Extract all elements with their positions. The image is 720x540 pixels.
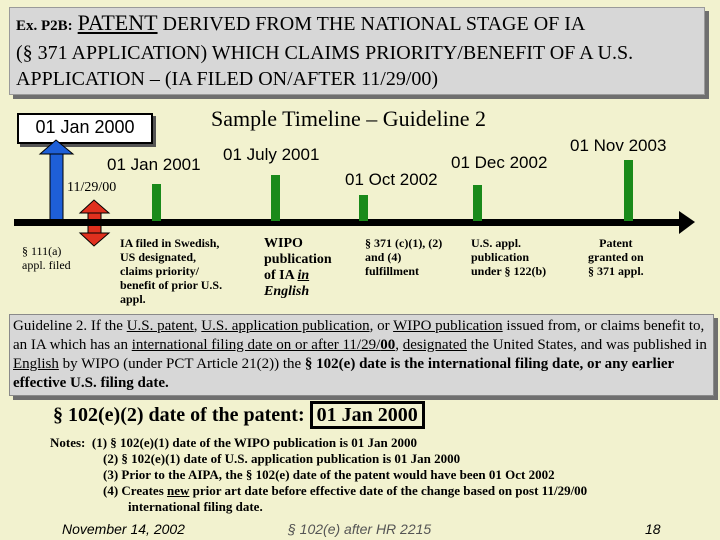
guideline-us-patent: U.S. patent xyxy=(126,318,194,334)
date-label-dec-2002: 01 Dec 2002 xyxy=(451,153,548,172)
guideline-box xyxy=(9,314,714,396)
marker-jan-2001 xyxy=(152,184,161,221)
note-4-cont: international filing date. xyxy=(128,499,263,514)
guideline-intl-00: 00 xyxy=(380,337,396,353)
date-label-july-2001: 01 July 2001 xyxy=(223,145,320,164)
date-label-11-29-00: 11/29/00 xyxy=(67,180,117,195)
wipo-of-ia: of IA xyxy=(264,268,294,283)
guideline-text xyxy=(13,317,711,393)
wipo-line-2: publication xyxy=(264,252,332,267)
guideline-comma-2: , or xyxy=(369,318,394,334)
title-patent-word: PATENT xyxy=(77,10,158,35)
patent-date-value: 01 Jan 2000 xyxy=(310,401,425,429)
marker-july-2001 xyxy=(271,175,280,221)
guideline-bold-part: § 102(e) date is the international filing date, or any earlier effective U.S. filing date. xyxy=(13,356,674,391)
title-line-1-rest: DERIVED FROM THE NATIONAL STAGE OF IA xyxy=(157,13,586,35)
date-label-oct-2002: 01 Oct 2002 xyxy=(345,170,438,189)
timeline-heading: Sample Timeline – Guideline 2 xyxy=(211,106,486,131)
guideline-part-1: Guideline 2. If the xyxy=(13,318,127,334)
guideline-english: English xyxy=(13,356,59,372)
event-wipo-publication xyxy=(264,236,332,300)
title-line-2: (§ 371 APPLICATION) WHICH CLAIMS PRIORITY/BENEFIT OF A U.S. xyxy=(16,42,634,64)
guideline-us-app-pub: U.S. application publication xyxy=(201,318,370,334)
note-2: (2) § 102(e)(1) date of U.S. application publication is 01 Jan 2000 xyxy=(103,451,461,466)
note-1 xyxy=(50,435,587,451)
guideline-comma-1: , xyxy=(193,318,202,334)
start-date-label: 01 Jan 2000 xyxy=(35,117,135,137)
patent-date-label: § 102(e)(2) date of the patent: xyxy=(53,404,310,426)
event-111a-filed: § 111(a) appl. filed xyxy=(22,244,71,272)
guideline-part-3: the United States, and was published in xyxy=(466,337,707,353)
guideline-part-4: by WIPO (under PCT Article 21(2)) the xyxy=(58,356,305,372)
note-1-text: (1) § 102(e)(1) date of the WIPO publication is 01 Jan 2000 xyxy=(91,435,418,450)
note-4 xyxy=(50,483,587,499)
wipo-line-3 xyxy=(264,268,332,284)
wipo-line-1: WIPO xyxy=(264,236,303,251)
start-arrow xyxy=(40,140,73,224)
event-ia-filed: IA filed in Swedish, US designated, claims priority/ benefit of prior U.S. appl. xyxy=(120,236,223,306)
note-4b: prior art date before effective date of the change based on post 11/29/00 xyxy=(189,483,588,498)
guideline-wipo-pub: WIPO publication xyxy=(393,318,503,334)
event-us-appl-publication: U.S. appl. publication under § 122(b) xyxy=(471,236,547,278)
event-371-fulfillment: § 371 (c)(1), (2) and (4) fulfillment xyxy=(365,236,443,278)
green-markers xyxy=(152,160,633,221)
wipo-in: in xyxy=(297,268,310,283)
note-4a: (4) Creates xyxy=(103,483,168,498)
footer-section: § 102(e) after HR 2215 xyxy=(288,521,432,537)
page-number: 18 xyxy=(645,521,661,537)
marker-dec-2002 xyxy=(473,185,482,221)
marker-oct-2002 xyxy=(359,195,368,221)
note-3: (3) Prior to the AIPA, the § 102(e) date of the patent would have been 01 Oct 2002 xyxy=(103,467,555,482)
notes xyxy=(50,435,587,515)
date-label-nov-2003: 01 Nov 2003 xyxy=(570,136,667,155)
marker-nov-2003 xyxy=(624,160,633,221)
title-line-3: APPLICATION – (IA FILED ON/AFTER 11/29/00) xyxy=(16,68,439,90)
timeline-axis xyxy=(14,211,695,234)
footer-date: November 14, 2002 xyxy=(62,521,185,537)
wipo-line-4: English xyxy=(264,284,310,299)
guideline-intl-date: international filing date on or after 11/29/ xyxy=(131,337,381,353)
guideline-comma-3: , xyxy=(395,337,403,353)
event-patent-granted: Patent granted on § 371 appl. xyxy=(588,236,644,278)
example-label: Ex. P2B: xyxy=(16,18,73,34)
guideline-part-2: issued from, or claims benefit to, an IA which has an xyxy=(13,318,705,353)
guideline-designated: designated xyxy=(402,337,467,353)
note-4-new: new xyxy=(167,483,190,498)
date-label-jan-2001: 01 Jan 2001 xyxy=(107,155,201,174)
patent-date-line xyxy=(53,404,425,427)
notes-lead: Notes: xyxy=(50,435,86,450)
